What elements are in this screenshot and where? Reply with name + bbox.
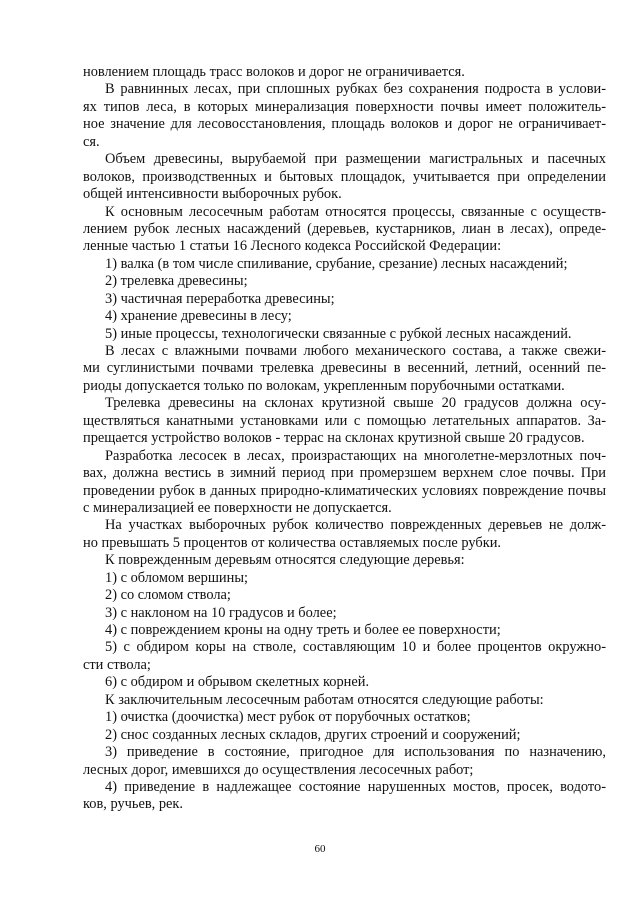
text-line: ях типов леса, в которых минерализация поверхности почвы имеет положитель- <box>83 98 606 115</box>
text-line: ков, ручьев, рек. <box>83 796 183 813</box>
text-line: К заключительным лесосечным работам относятся следующие работы: <box>105 691 544 708</box>
text-line: сти ствола; <box>83 656 151 673</box>
text-line: На участках выборочных рубок количество поврежденных деревьев не долж- <box>105 517 606 534</box>
text-line: вах, должна вестись в зимний период при промерзшем верхнем слое почвы. При <box>83 465 606 482</box>
text-line: 6) с обдиром и обрывом скелетных корней. <box>105 674 370 691</box>
text-line: ми суглинистыми почвами трелевка древесины в весенний, летний, осенний пе- <box>83 360 606 377</box>
text-line: 1) с обломом вершины; <box>105 569 249 586</box>
text-line: 5) с обдиром коры на стволе, составляющим 10 и более процентов окружно- <box>105 639 606 656</box>
text-line: К основным лесосечным работам относятся процессы, связанные с осуществ- <box>105 203 606 220</box>
text-line: 2) трелевка древесины; <box>105 273 248 290</box>
text-line: ществляться канатными установками или с помощью летательных аппаратов. За- <box>83 412 606 429</box>
text-line: прещается устройство волоков - террас на склонах крутизной свыше 20 градусов. <box>83 430 585 447</box>
body-text <box>83 64 606 814</box>
text-line: лесных дорог, имевшихся до осуществления лесосечных работ; <box>83 761 474 778</box>
text-line: Трелевка древесины на склонах крутизной свыше 20 градусов должна осу- <box>105 395 606 412</box>
page-number: 60 <box>314 843 326 855</box>
text-line: 3) частичная переработка древесины; <box>105 290 335 307</box>
text-line: Объем древесины, вырубаемой при размещении магистральных и пасечных <box>105 151 606 168</box>
text-line: общей интенсивности выборочных рубок. <box>83 186 342 203</box>
text-line: 3) с наклоном на 10 градусов и более; <box>105 604 337 621</box>
text-line: волоков, производственных и бытовых площадок, учитывается при определении <box>83 168 606 185</box>
text-line: 5) иные процессы, технологически связанные с рубкой лесных насаждений. <box>105 325 572 342</box>
text-line: ное значение для лесовосстановления, площадь волоков и дорог не ограничивает- <box>83 116 606 133</box>
text-line: В равнинных лесах, при сплошных рубках без сохранения подроста в услови- <box>105 81 606 98</box>
text-line: 1) очистка (доочистка) мест рубок от порубочных остатков; <box>105 709 471 726</box>
text-line: 2) снос созданных лесных складов, других строений и сооружений; <box>105 726 521 743</box>
text-line: 3) приведение в состояние, пригодное для использования по назначению, <box>105 744 606 761</box>
text-line: ся. <box>83 133 100 150</box>
text-line: ленные частью 1 статьи 16 Лесного кодекса Российской Федерации: <box>83 238 502 255</box>
text-line: проведении рубок в данных природно-климатических условиях повреждение почвы <box>83 482 606 499</box>
text-line: 4) приведение в надлежащее состояние нарушенных мостов, просек, водото- <box>105 778 606 795</box>
text-line: с минерализацией ее поверхности не допускается. <box>83 499 392 516</box>
text-line: Разработка лесосек в лесах, произрастающих на многолетне-мерзлотных поч- <box>105 447 606 464</box>
text-line: лением рубок лесных насаждений (деревьев, кустарников, лиан в лесах), опреде- <box>83 220 606 237</box>
text-line: но превышать 5 процентов от количества оставляемых после рубки. <box>83 534 502 551</box>
text-line: В лесах с влажными почвами любого механического состава, а также свежи- <box>105 343 606 359</box>
text-line: новлением площадь трасс волоков и дорог не ограничивается. <box>83 64 465 80</box>
text-line: К поврежденным деревьям относятся следующие деревья: <box>105 552 465 569</box>
text-line: 2) со сломом ствола; <box>105 587 231 604</box>
text-line: 4) хранение древесины в лесу; <box>105 308 292 325</box>
text-line: 4) с повреждением кроны на одну треть и более ее поверхности; <box>105 622 501 638</box>
text-line: 1) валка (в том числе спиливание, срубание, срезание) лесных насаждений; <box>105 255 568 272</box>
text-line: риоды допускается только по волокам, укрепленным порубочными остатками. <box>83 377 565 394</box>
